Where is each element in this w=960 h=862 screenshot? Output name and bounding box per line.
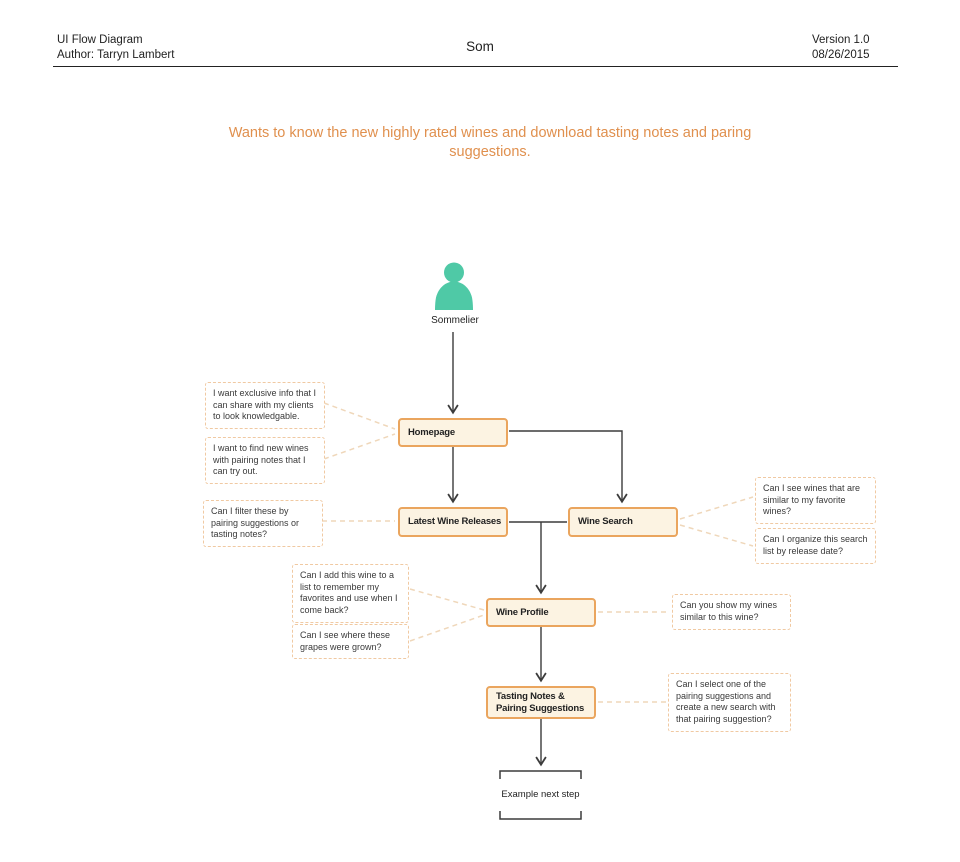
- node-example-next-step: Example next step: [501, 788, 580, 800]
- note-organize-search: Can I organize this search list by release date?: [755, 528, 876, 564]
- persona-label: Sommelier: [431, 315, 479, 326]
- node-wine-search: [568, 507, 678, 537]
- header-right: [812, 33, 870, 62]
- edge-addlist-profile: [410, 589, 484, 610]
- edge-exclusive-homepage: [324, 403, 395, 429]
- note-similar-wines: Can I see wines that are similar to my favorite wines?: [755, 477, 876, 524]
- note-add-to-list: Can I add this wine to a list to remember my favorites and use when I come back?: [292, 564, 409, 623]
- user-goal-statement: Wants to know the new highly rated wines and download tasting notes and paring suggestions.: [228, 125, 752, 161]
- edge-grapes-profile: [410, 615, 484, 641]
- note-select-pairing: Can I select one of the pairing suggestions and create a new search with that pairing suggestion?: [668, 673, 791, 732]
- edge-homepage-search: [509, 431, 622, 501]
- edge-search-organize: [680, 525, 753, 546]
- node-tasting-label-line2: Pairing Suggestions: [496, 702, 585, 714]
- document-type: UI Flow Diagram: [57, 34, 143, 46]
- node-latest-label: Latest Wine Releases: [408, 516, 502, 528]
- note-filter-releases: Can I filter these by pairing suggestions or tasting notes?: [203, 500, 323, 547]
- note-find-new-wines: I want to find new wines with pairing notes that I can try out.: [205, 437, 325, 484]
- sommelier-person-icon: [431, 262, 477, 310]
- node-wine-profile: [486, 598, 596, 627]
- edge-search-similar: [680, 497, 753, 519]
- node-homepage-label: Homepage: [408, 426, 455, 438]
- document-date: 08/26/2015: [812, 48, 870, 61]
- node-tasting-notes-pairing: [486, 686, 596, 719]
- note-show-similar: Can you show my wines similar to this wine?: [672, 594, 791, 630]
- edge-findnew-homepage: [324, 434, 395, 459]
- page-title: Som: [466, 39, 494, 54]
- node-profile-label: Wine Profile: [496, 606, 549, 618]
- document-version: Version 1.0: [812, 34, 870, 46]
- header-divider: [53, 66, 898, 67]
- node-homepage: [398, 418, 508, 447]
- note-exclusive-info: I want exclusive info that I can share with my clients to look knowledgable.: [205, 382, 325, 429]
- document-author: Author: Tarryn Lambert: [57, 48, 175, 61]
- node-tasting-label-line1: Tasting Notes &: [496, 690, 565, 702]
- node-search-label: Wine Search: [578, 516, 633, 528]
- node-latest-wine-releases: [398, 507, 508, 537]
- note-grapes-grown: Can I see where these grapes were grown?: [292, 624, 409, 659]
